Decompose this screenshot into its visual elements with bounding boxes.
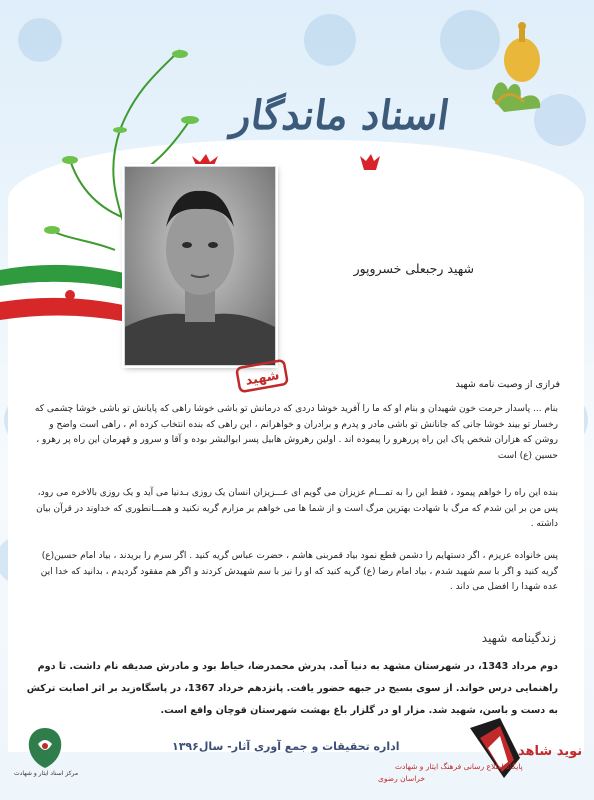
footer-office: اداره تحقیقات و جمع آوری آثار- سال۱۳۹۶: [172, 740, 400, 753]
shrine-logo-icon: [484, 20, 554, 116]
will-paragraph-3: پس خانواده عزیزم ، اگر دستهایم را دشمن قطع نمود بیاد قمربنی هاشم ، حضرت عباس گریه کنید . اگر سرم را بریدند ، بیاد امام حسین(ع) گریه کنید و اگر با سم شهید شدم ، بیاد امام رضا (ع) گریه کنید که او را نیز با سم شهیدش کردند و اگر هم مفقود گردیدم ، بدانید که خدا این عده شهدا را افضل می داند .: [40, 551, 558, 592]
page-title: اسناد ماندگار: [228, 92, 453, 139]
tulip-icon-small: [356, 152, 386, 172]
iran-flag-icon: [0, 262, 128, 326]
stamp-text: شهید: [244, 368, 281, 389]
will-paragraph-2: بنده این راه را خواهم پیمود ، فقط این را به تمـــام عزیزان می گویم ای عـــزیزان انسان یک روزی بـدنیا می آید و یک روزی بالاخره می رود، پس من بر این شدم که مرگ با شهادت بهترین مرگ است و از شما ها می خواهم بر مزارم گریه نکنید و همـــانطوری که خداوند در قرآن بیان داشته .: [36, 488, 558, 529]
bio-heading: زندگینامه شهید: [481, 631, 556, 645]
martyr-name: شهید رجبعلی خسروپور: [353, 261, 474, 276]
martyr-portrait: [124, 166, 276, 366]
org-line-1: پایگاه اطلاع رسانی فرهنگ ایثار و شهادت: [395, 762, 523, 771]
org-line-2: خراسان رضوی: [378, 774, 426, 783]
bio-text: دوم مرداد 1343، در شهرستان مشهد به دنیا آمد. پدرش محمدرضا، خیاط بود و مادرش صدیقه نام داشت. تا دوم راهنمایی درس خواند. از سوی بسیج در جبهه حضور یافت. پانزدهم خرداد 1367، در پاسگاه‌زید بر اثر اصابت ترکش به دست و باسن، شهید شد. مزار او در گلزار باغ بهشت شهرستان قوچان واقع است.: [26, 661, 558, 716]
will-paragraph-1: بنام ... پاسدار حرمت خون شهیدان و بنام او که ما را آفرید خوشا دردی که درمانش تو باشی خوشا راهی که پایانش تو باشی خوشا چشمی که رخسار تو بیند خوشا جانی که جانانش تو باشی مادر و پدرم و برادران و خواهرانم ، این راهی که بنده انتخاب کرده ام ، راهی است واضح و روشن که هزاران شخص پاک این راه پررهرو را پیموده اند . اولین رهروش هابیل پسر ابوالبشر بوده و آقا و سرور و قهرمان این راه پر رهرو ، حسین (ع) است: [34, 404, 558, 461]
documents-center-name: مرکز اسناد ایثار و شهادت: [14, 770, 79, 777]
will-intro: فرازی از وصیت نامه شهید: [455, 379, 560, 390]
portrait-image: [125, 167, 275, 365]
martyr-stamp-icon: [234, 358, 290, 394]
brand-name: نوید شاهد: [518, 744, 583, 759]
